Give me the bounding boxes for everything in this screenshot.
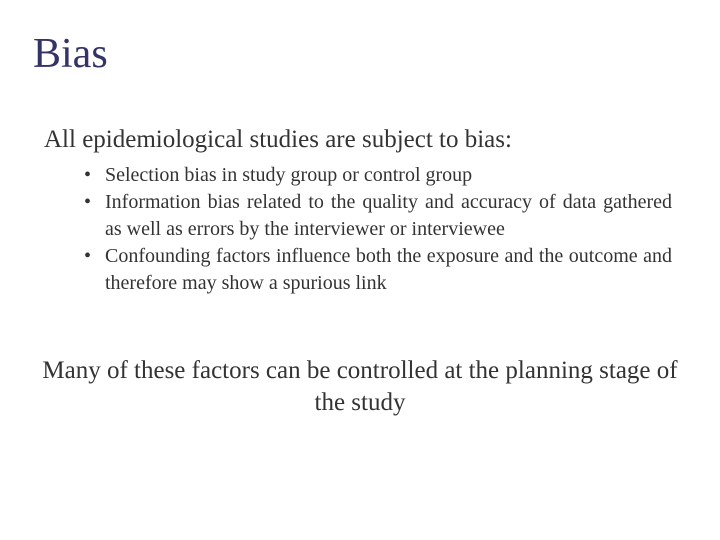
bullet-dot: • bbox=[84, 245, 92, 267]
closing-statement: Many of these factors can be controlled at the planning stage of the study bbox=[42, 357, 678, 416]
bullet-list bbox=[84, 162, 672, 297]
bullet-item-confounding-factors bbox=[84, 243, 672, 297]
bullet-text: Confounding factors influence both the exposure and the outcome and therefore may show a spurious link bbox=[105, 245, 672, 294]
bullet-dot: • bbox=[84, 191, 92, 213]
bullet-dot: • bbox=[84, 164, 92, 186]
intro-text: All epidemiological studies are subject to bias: bbox=[44, 126, 512, 153]
bullet-item-selection-bias bbox=[84, 162, 672, 189]
slide-title: Bias bbox=[33, 31, 108, 77]
bullet-item-information-bias bbox=[84, 189, 672, 243]
bullet-text: Selection bias in study group or control group bbox=[105, 164, 473, 186]
bullet-text: Information bias related to the quality and accuracy of data gathered as well as errors by the interviewer or interviewee bbox=[105, 191, 672, 240]
